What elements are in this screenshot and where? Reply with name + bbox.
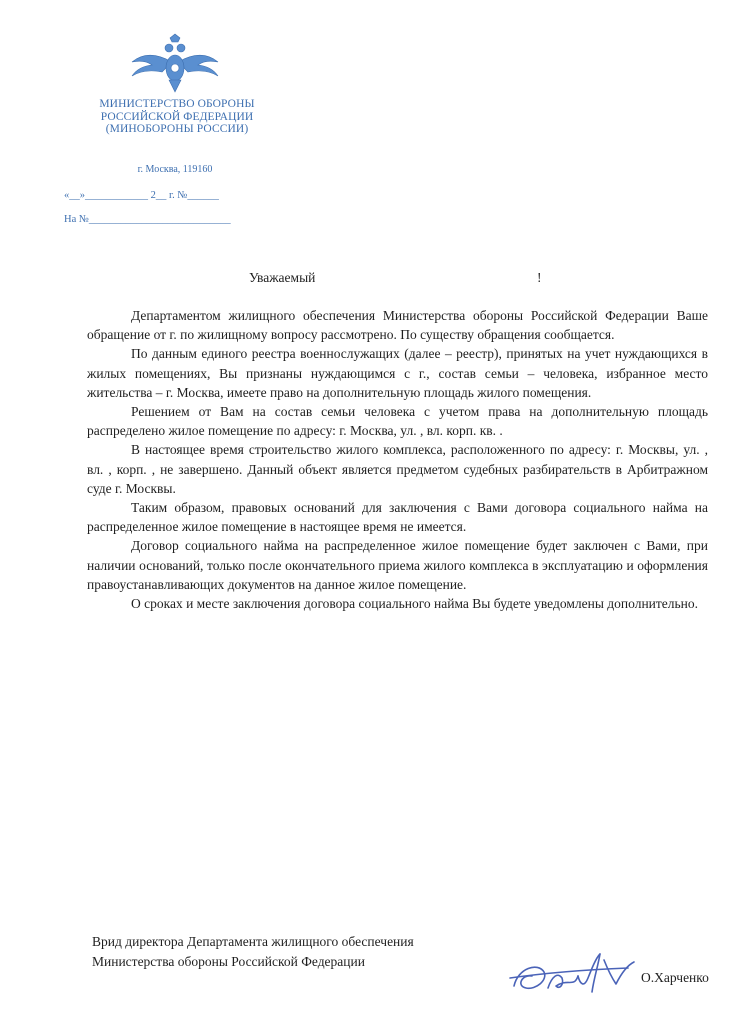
ministry-line-2: РОССИЙСКОЙ ФЕДЕРАЦИИ bbox=[100, 110, 254, 123]
ministry-line-1: МИНИСТЕРСТВО ОБОРОНЫ bbox=[99, 98, 255, 110]
paragraph-1: Департаментом жилищного обеспечения Министерства обороны Российской Федерации Ваше обращение от г. по жилищному вопросу рассмотрено. По существу обращения сообщается. bbox=[87, 308, 708, 343]
paragraph-3: Решением от Вам на состав семьи человека с учетом права на дополнительную площадь распределено жилое помещение по адресу: г. Москва, ул. , вл. корп. кв. . bbox=[87, 404, 708, 439]
letter-body bbox=[87, 306, 708, 613]
city-address: г. Москва, 119160 bbox=[137, 164, 213, 175]
signatory-title bbox=[92, 932, 414, 972]
paragraph-4: В настоящее время строительство жилого комплекса, расположенного по адресу: г. Москвы, ул. , вл. , корп. , не завершено. Данный объект является предметом судебных разбирательств в Арбитражном суде г. Москвы. bbox=[87, 442, 708, 496]
salutation: Уважаемый bbox=[249, 270, 316, 285]
salutation-exclamation: ! bbox=[537, 270, 542, 285]
paragraph-5: Таким образом, правовых оснований для заключения с Вами договора социального найма на распределенное жилое помещение в настоящее время не имеется. bbox=[87, 500, 708, 535]
paragraph-2: По данным единого реестра военнослужащих (далее – реестр), принятых на учет нуждающихся в жилых помещениях, Вы признаны нуждающимся с г., состав семьи – человека, избранное место жительства – г. Москва, имеете право на дополнительную площадь жилого помещения. bbox=[87, 346, 708, 400]
signatory-title-line-2: Министерства обороны Российской Федерации bbox=[92, 954, 365, 969]
ministry-line-3: (МИНОБОРОНЫ РОССИИ) bbox=[105, 123, 249, 135]
signatory-title-line-1: Врид директора Департамента жилищного обеспечения bbox=[92, 934, 414, 949]
ministry-name bbox=[70, 98, 284, 136]
handwritten-signature bbox=[508, 948, 644, 998]
ministry-emblem-icon bbox=[128, 32, 222, 96]
signatory-name: О.Харченко bbox=[641, 970, 709, 985]
reference-number-line: На №___________________________ bbox=[64, 214, 231, 225]
paragraph-6: Договор социального найма на распределенное жилое помещение будет заключен с Вами, при наличии оснований, только после окончательного приема жилого комплекса в эксплуатацию и оформления правоустанавливающих документов на данное жилое помещение. bbox=[87, 538, 708, 592]
paragraph-7: О сроках и месте заключения договора социального найма Вы будете уведомлены дополнительно. bbox=[131, 596, 699, 612]
date-number-line: «__»____________ 2__ г. №______ bbox=[64, 190, 219, 201]
